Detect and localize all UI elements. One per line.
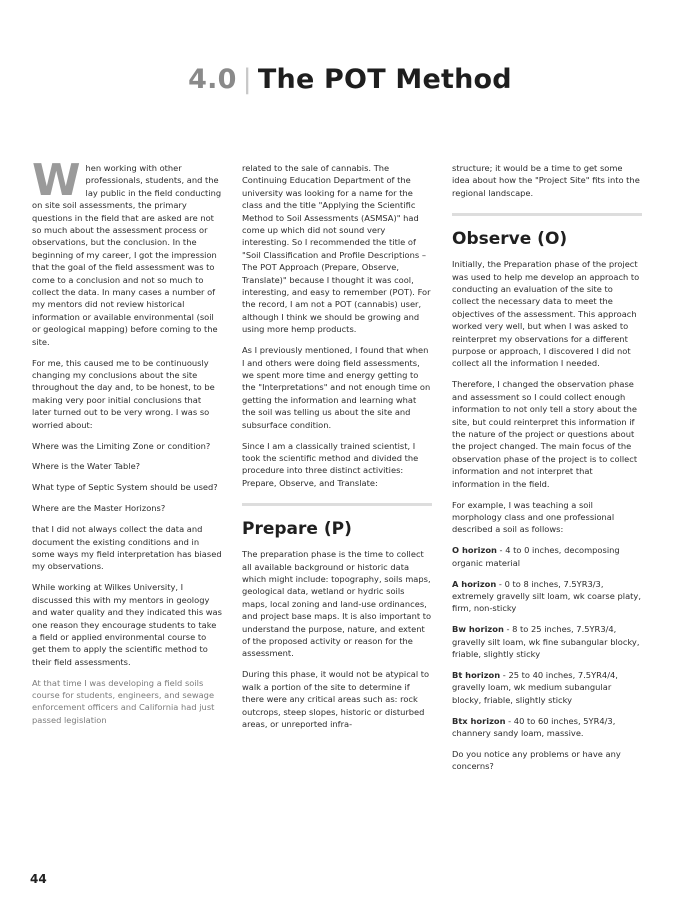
intro-paragraph: When working with other professionals, students, and the lay public in the field conducting on site soil assessments, the primary questions in the field that are asked are not so much about the assessment process or observations, but the conclusion. In the beginning of my career, I got the impression that the goal of the field assessment was to come to a conclusion and not so much to collect the data. In many cases a number of my mentors did not review historical information or available environmental (soil or geological mapping) before coming to the site.: [32, 155, 222, 347]
paragraph: Since I am a classically trained scientist, I took the scientific method and divided the procedure into three distinct activities: Prepare, Observe, and Translate:: [242, 440, 419, 488]
text-column-2: [242, 162, 432, 739]
horizon-description: Bt horizon - 25 to 40 inches, 7.5YR4/4, gravelly loam, wk medium subangular blocky, friable, slightly sticky: [452, 670, 618, 705]
paragraph: During this phase, it would not be atypical to walk a portion of the site to determine if there were any critical areas such as: rock outcrops, steep slopes, historic or disturbed areas, or unreported infra-: [242, 669, 430, 729]
paragraph: that I did not always collect the data and document the existing conditions and in some ways my field interpretation has biased my observations.: [32, 524, 222, 572]
horizon-label: O horizon: [452, 545, 497, 556]
drop-cap: W: [32, 155, 81, 206]
question: What type of Septic System should be used?: [32, 482, 218, 493]
question: Where is the Water Table?: [32, 461, 141, 472]
paragraph: As I previously mentioned, I found that when I and others were doing field assessments, we spent more time and energy getting to the "Interpretations" and not enough time on getting the information and learning what the soil was telling us about the site and subsurface condition.: [242, 345, 431, 430]
paragraph: While working at Wilkes University, I discussed this with my mentors in geology and water quality and they indicated this was one reason they encourage students to take a field or applied environmental course to get them to apply the scientific method to their field assessments.: [32, 582, 222, 667]
section-divider: [452, 213, 642, 216]
horizon-label: Btx horizon: [452, 715, 506, 726]
paragraph: related to the sale of cannabis. The Continuing Education Department of the university was looking for a name for the class and the title "Applying the Scientific Method to Soil Assessments (ASMSA)" had come up which did not sound very interesting. So I recommended the title of "Soil Classification and Profile Descriptions – The POT Approach (Prepare, Observe, Translate)" because I thought it was cool, interesting, and easy to remember (POT). For the record, I am not a POT (cannabis) user, although I think we should be growing and using more hemp products.: [242, 163, 431, 335]
section-number: 4.0: [188, 64, 237, 95]
page-number: 44: [30, 872, 47, 886]
text-column-1: [32, 155, 222, 735]
paragraph: At that time I was developing a field soils course for students, engineers, and sewage enforcement officers and California had just passed legislation: [32, 677, 215, 725]
horizon-description: A horizon - 0 to 8 inches, 7.5YR3/3, extremely gravelly silt loam, wk coarse platy, firm, non-sticky: [452, 578, 641, 614]
observe-heading: Observe (O): [452, 229, 568, 250]
paragraph: Therefore, I changed the observation phase and assessment so I could collect enough information to not only tell a story about the site, but could reinterpret this information if the nature of the project or questions about the project changed. The main focus of the observation phase of the project is to collect information and not interpret that information in the field.: [452, 379, 638, 489]
title-separator: |: [242, 64, 252, 95]
prepare-heading: Prepare (P): [242, 519, 352, 540]
question: Where was the Limiting Zone or condition?: [32, 440, 211, 451]
question: Where are the Master Horizons?: [32, 503, 166, 514]
section-divider: [242, 503, 432, 506]
horizon-label: Bt horizon: [452, 670, 501, 680]
paragraph: Do you notice any problems or have any concerns?: [452, 749, 621, 772]
text-column-3: [452, 162, 642, 781]
page-title: [0, 64, 700, 95]
section-title: The POT Method: [257, 64, 512, 95]
paragraph: Initially, the Preparation phase of the project was used to help me develop an approach to conducting an evaluation of the site to collect the necessary data to meet the objectives of the assessment. This approach worked very well, but when I was asked to reinterpret my observations for a different purpose or approach, I discovered I did not collect all the information I needed.: [452, 259, 640, 369]
horizon-description: O horizon - 4 to 0 inches, decomposing organic material: [452, 545, 620, 568]
paragraph: For example, I was teaching a soil morphology class and one professional described a soil as follows:: [452, 499, 615, 535]
horizon-description: Bw horizon - 8 to 25 inches, 7.5YR3/4, gravelly silt loam, wk fine subangular blocky, friable, slightly sticky: [452, 624, 640, 660]
horizon-label: Bw horizon: [452, 624, 504, 635]
paragraph: For me, this caused me to be continuously changing my conclusions about the site throughout the day and, to be honest, to be making very poor initial conclusions that later turned out to be very wrong. I was so worried about:: [32, 357, 215, 430]
paragraph: structure; it would be a time to get some idea about how the "Project Site" fits into the regional landscape.: [452, 163, 640, 198]
horizon-description: Btx horizon - 40 to 60 inches, 5YR4/3, channery sandy loam, massive.: [452, 715, 616, 739]
horizon-label: A horizon: [452, 578, 497, 589]
paragraph: The preparation phase is the time to collect all available background or historic data which might include: topography, soils maps, geological data, wetland or hydric soils maps, local zoning and land-use ordinances, and project base maps. It is also important to understand the purpose, nature, and extent of the proposed activity or reason for the assessment.: [242, 549, 432, 659]
